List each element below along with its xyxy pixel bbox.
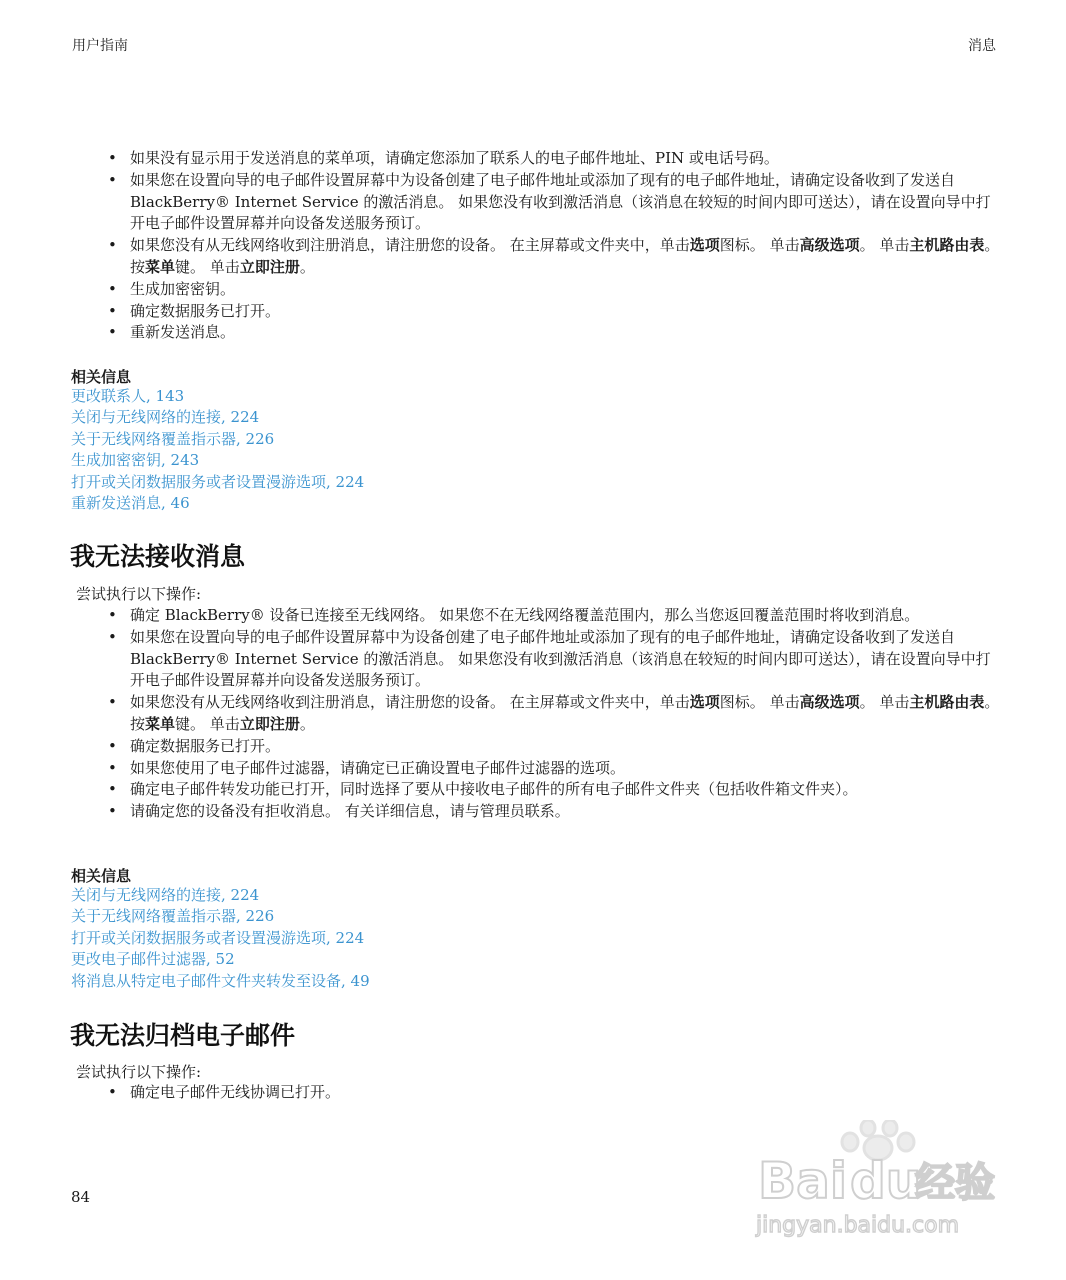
section-intro-archive: 尝试执行以下操作:: [76, 1063, 202, 1081]
list-item: [108, 692, 1002, 736]
list-text: 。 单击: [859, 693, 910, 712]
related-info-heading: 相关信息: [71, 368, 132, 386]
list-text: 生成加密密钥。: [130, 279, 236, 298]
troubleshoot-list-receive: [108, 605, 1002, 823]
troubleshoot-list-send: [108, 148, 1002, 344]
section-heading-archive: 我无法归档电子邮件: [70, 1021, 296, 1050]
svg-text:jingyan.baidu.com: jingyan.baidu.com: [756, 1213, 960, 1238]
related-links-send: [71, 386, 364, 514]
list-item: [108, 235, 1002, 279]
running-header-title: 用户指南: [72, 38, 128, 54]
list-text: 如果您没有从无线网络收到注册消息，请注册您的设备。 在主屏幕或文件夹中，单击: [130, 693, 690, 712]
list-text: 如果您使用了电子邮件过滤器，请确定已正确设置电子邮件过滤器的选项。: [130, 758, 626, 777]
list-item: [108, 279, 1002, 301]
list-text: 。: [299, 714, 315, 733]
bullet-glyph: •: [108, 301, 117, 320]
list-item: [108, 758, 1002, 780]
bullet-glyph: •: [108, 149, 117, 167]
list-item: [108, 779, 1002, 801]
related-info-heading: 相关信息: [71, 867, 132, 885]
list-item: [108, 627, 1002, 692]
ui-term: 高级选项: [799, 693, 860, 712]
list-item: [108, 605, 1002, 627]
running-header-section: 消息: [968, 38, 996, 54]
section-intro-receive: 尝试执行以下操作:: [76, 585, 202, 603]
list-text: 键。 单击: [175, 257, 240, 276]
related-link[interactable]: 更改电子邮件过滤器, 52: [71, 950, 235, 969]
ui-term: 立即注册: [239, 257, 300, 276]
list-text: 。 单击: [859, 236, 910, 255]
list-text: 图标。 单击: [719, 693, 800, 712]
related-link[interactable]: 更改联系人, 143: [71, 387, 185, 405]
list-text: 确定数据服务已打开。: [130, 301, 281, 320]
bullet-glyph: •: [108, 736, 117, 755]
list-text: 确定电子邮件转发功能已打开，同时选择了要从中接收电子邮件的所有电子邮件文件夹（包括收件箱文件夹）。: [130, 780, 858, 799]
list-item: [108, 301, 1002, 323]
related-link[interactable]: 重新发送消息, 46: [71, 494, 190, 513]
ui-term: 选项: [689, 236, 720, 255]
list-text: 重新发送消息。: [130, 323, 236, 342]
troubleshoot-list-archive: [108, 1082, 1002, 1104]
bullet-glyph: •: [108, 780, 117, 799]
ui-term: 选项: [689, 693, 720, 712]
list-text: 确定数据服务已打开。: [130, 736, 281, 755]
related-link[interactable]: 关闭与无线网络的连接, 224: [71, 886, 260, 904]
list-item: [108, 1082, 1002, 1104]
list-text: 确定电子邮件无线协调已打开。: [130, 1083, 341, 1101]
related-link[interactable]: 关于无线网络覆盖指示器, 226: [71, 429, 275, 448]
list-item: [108, 801, 1002, 823]
page-number: 84: [71, 1188, 91, 1206]
related-link[interactable]: 关于无线网络覆盖指示器, 226: [71, 907, 275, 926]
list-text: 。: [299, 257, 315, 276]
bullet-glyph: •: [108, 758, 117, 777]
bullet-glyph: •: [108, 323, 117, 342]
list-text: 。 按: [130, 236, 1000, 276]
bullet-glyph: •: [108, 279, 117, 298]
list-item: [108, 148, 1002, 170]
related-link[interactable]: 打开或关闭数据服务或者设置漫游选项, 224: [71, 928, 365, 947]
list-item: [108, 736, 1002, 758]
svg-text:du: du: [850, 1152, 922, 1210]
bullet-glyph: •: [108, 606, 117, 624]
ui-term: 主机路由表: [909, 693, 985, 712]
ui-term: 高级选项: [799, 236, 860, 255]
list-text: 如果您在设置向导的电子邮件设置屏幕中为设备创建了电子邮件地址或添加了现有的电子邮件地址，请确定设备收到了发送自 BlackBerry® Internet Service 的激活消息。 如果您没有收到激活消息（该消息在较短的时间内即可送达），请在设置向导中打开电子邮件设置屏幕并向设备发送服务预订。: [130, 627, 991, 690]
bullet-glyph: •: [108, 693, 117, 712]
ui-term: 立即注册: [239, 714, 300, 733]
list-text: 如果您在设置向导的电子邮件设置屏幕中为设备创建了电子邮件地址或添加了现有的电子邮件地址，请确定设备收到了发送自 BlackBerry® Internet Service 的激活消息。 如果您没有收到激活消息（该消息在较短的时间内即可送达），请在设置向导中打开电子邮件设置屏幕并向设备发送服务预订。: [130, 170, 991, 233]
related-link[interactable]: 将消息从特定电子邮件文件夹转发至设备, 49: [71, 971, 370, 990]
related-link[interactable]: 打开或关闭数据服务或者设置漫游选项, 224: [71, 472, 365, 491]
svg-text:Bai: Bai: [758, 1152, 847, 1210]
list-text: 请确定您的设备没有拒收消息。 有关详细信息，请与管理员联系。: [130, 802, 570, 821]
related-links-receive: [71, 885, 370, 992]
section-heading-receive: 我无法接收消息: [70, 542, 246, 571]
list-item: [108, 170, 1002, 235]
list-item: [108, 322, 1002, 344]
svg-text:经验: 经验: [915, 1160, 995, 1206]
ui-term: 菜单: [145, 257, 176, 276]
bullet-glyph: •: [108, 170, 117, 189]
list-text: 图标。 单击: [719, 236, 800, 255]
list-text: 。 按: [130, 693, 1000, 733]
bullet-glyph: •: [108, 1083, 117, 1101]
related-link[interactable]: 生成加密密钥, 243: [71, 451, 200, 470]
baidu-jingyan-watermark: [750, 1120, 1010, 1260]
bullet-glyph: •: [108, 802, 117, 821]
related-link[interactable]: 关闭与无线网络的连接, 224: [71, 408, 260, 427]
ui-term: 菜单: [145, 714, 176, 733]
bullet-glyph: •: [108, 236, 117, 255]
list-text: 确定 BlackBerry® 设备已连接至无线网络。 如果您不在无线网络覆盖范围内，那么当您返回覆盖范围时将收到消息。: [130, 606, 920, 624]
list-text: 如果没有显示用于发送消息的菜单项，请确定您添加了联系人的电子邮件地址、PIN 或电话号码。: [130, 149, 779, 167]
bullet-glyph: •: [108, 627, 117, 646]
ui-term: 主机路由表: [909, 236, 985, 255]
list-text: 如果您没有从无线网络收到注册消息，请注册您的设备。 在主屏幕或文件夹中，单击: [130, 236, 690, 255]
list-text: 键。 单击: [175, 714, 240, 733]
